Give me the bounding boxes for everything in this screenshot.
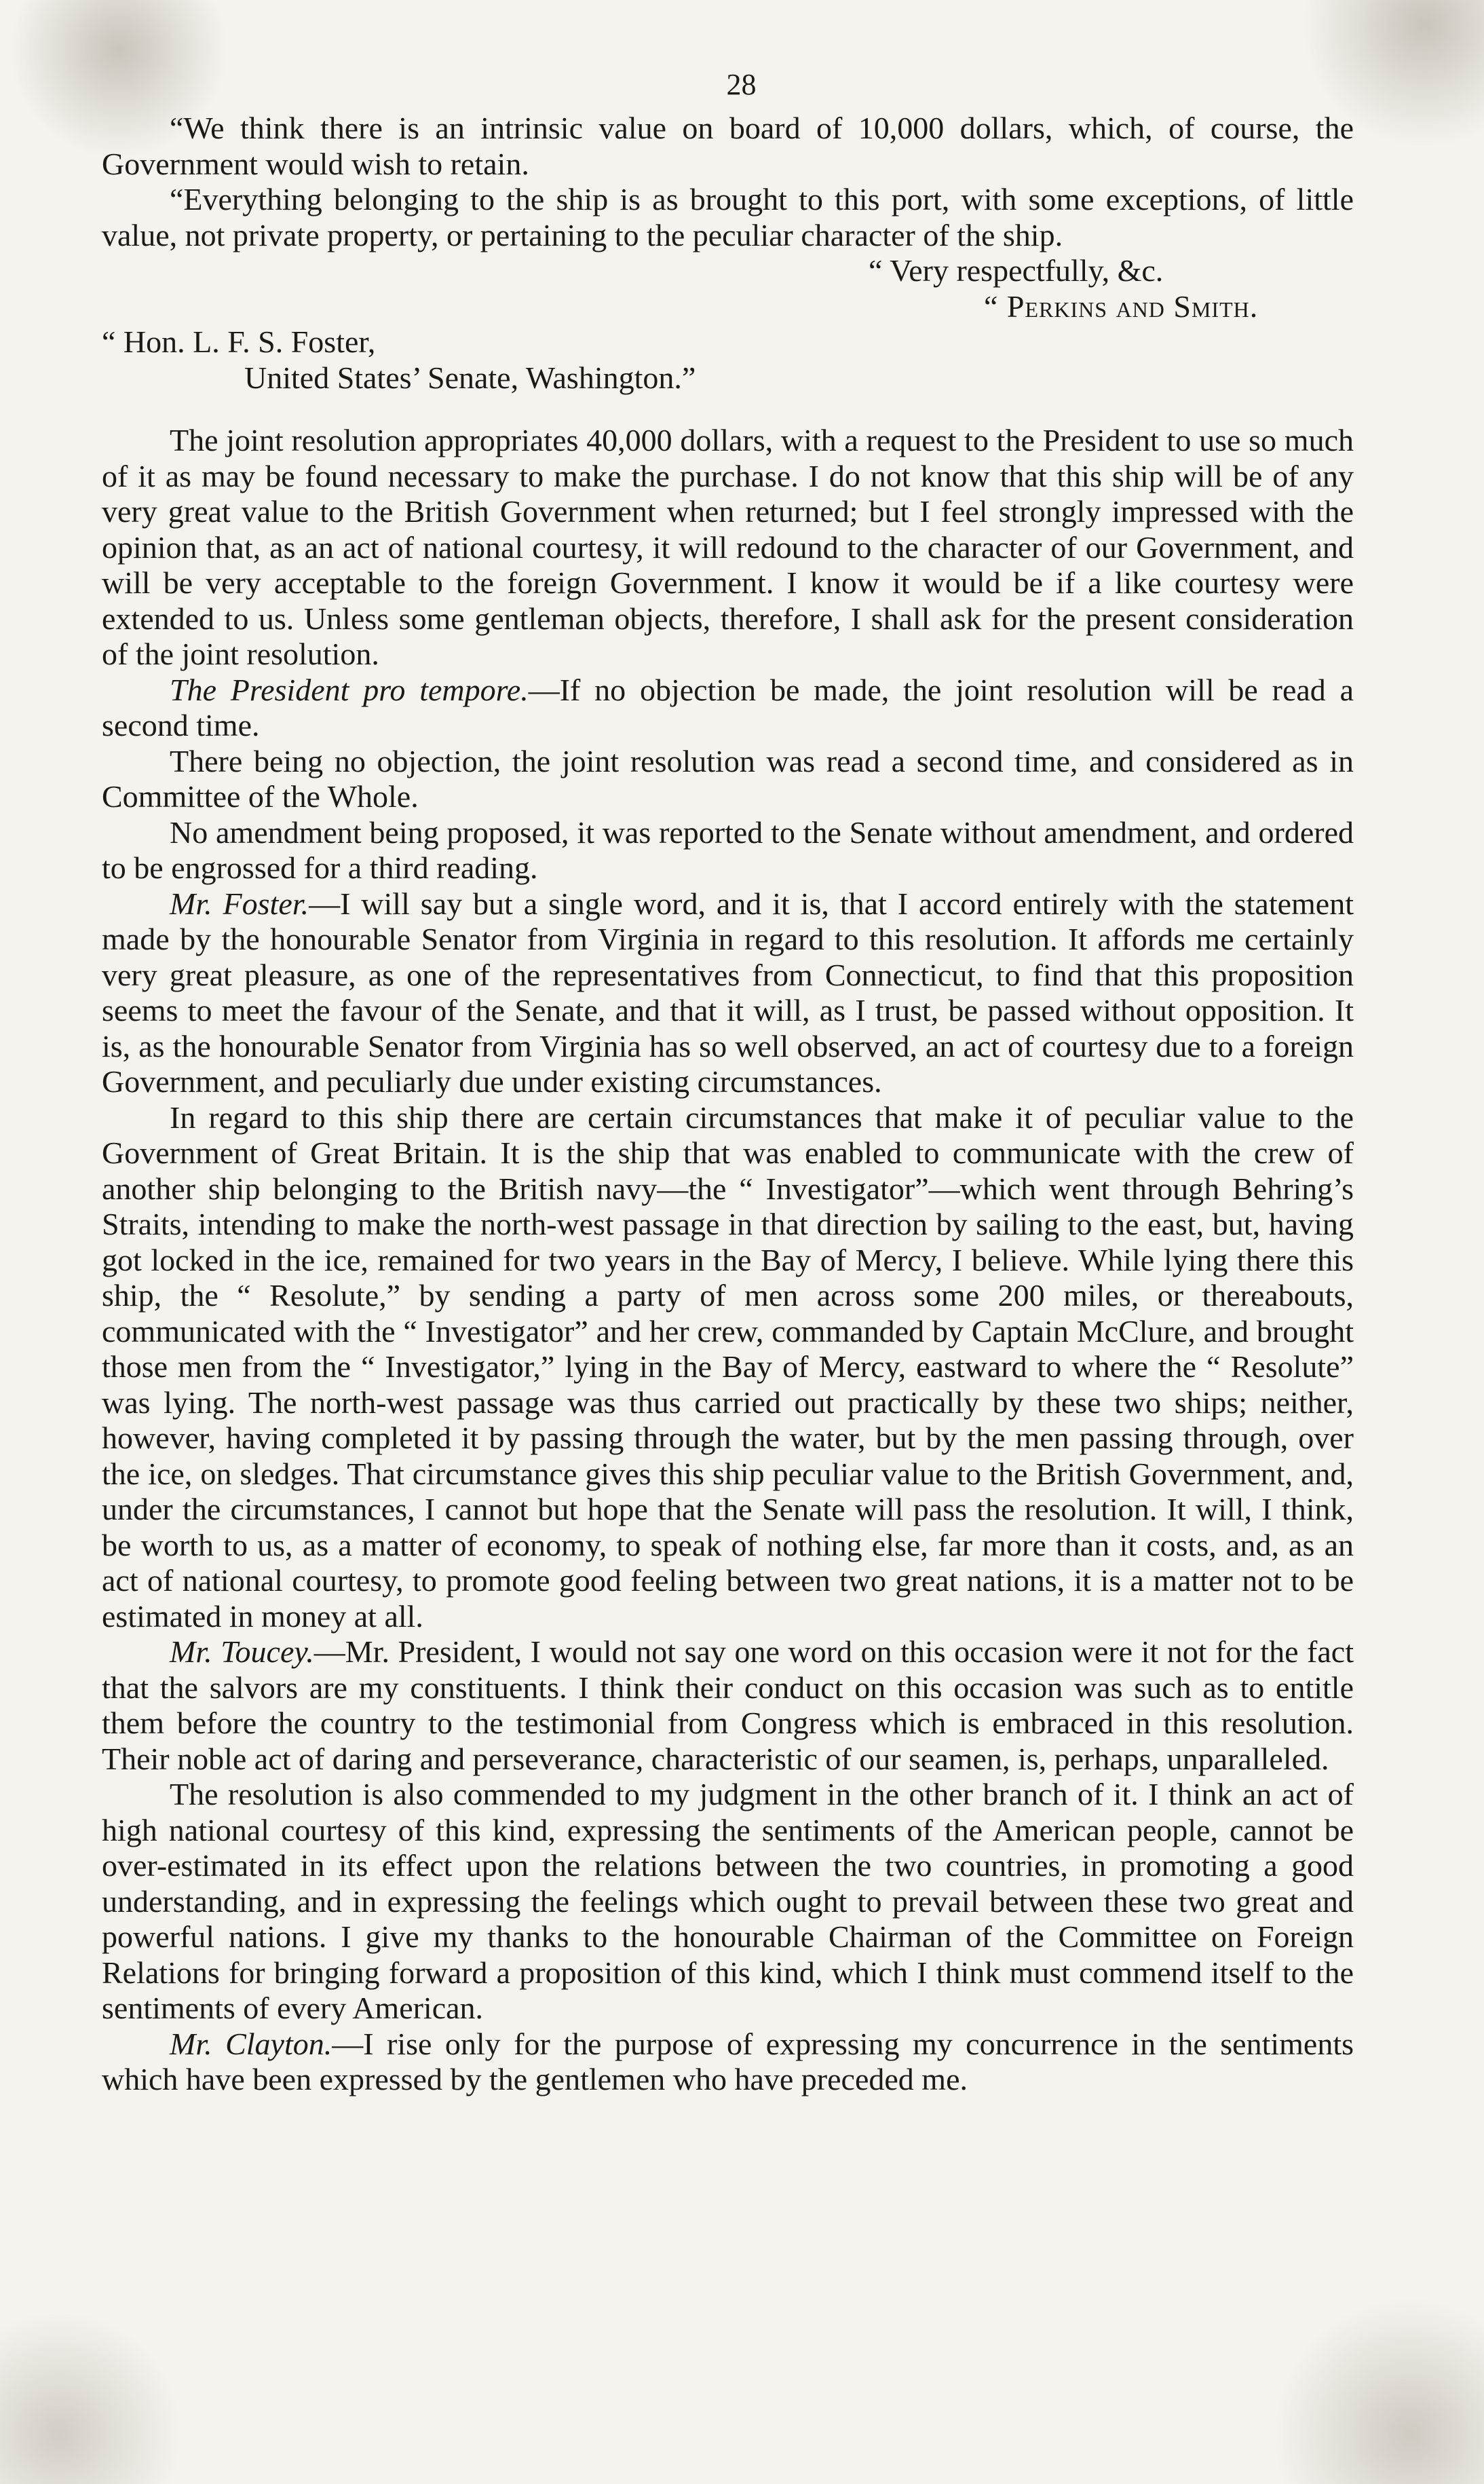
paragraph-text: In regard to this ship there are certain circumstances that make it of peculiar value to the Government of Great Britain. It is the ship that was enabled to communicate with the crew of another ship belonging to the British navy—the “ Investigator”—which went through Behring’s Straits, intending to make the north-west passage in that direction by sailing to the east, but, having got locked in the ice, remained for two years in the Bay of Mercy, I believe. While lying there this ship, the “ Resolute,” by sending a party of men across some 200 miles, or thereabouts, communicated with the “ Investigator” and her crew, commanded by Captain McClure, and brought those men from the “ Investigator,” lying in the Bay of Mercy, eastward to where the “ Resolute” was lying. The north-west passage was thus carried out practically by these two ships; neither, however, having completed it by passing through the water, but by the men passing through, over the ice, on sledges. That circumstance gives this ship peculiar value to the British Government, and, under the circumstances, I cannot but hope that the Senate will pass the resolution. It will, I think, be worth to us, as a matter of economy, to speak of nothing else, far more than it costs, and, as an act of national courtesy, to promote good feeling between two great nations, it is a matter not to be estimated in money at all. (102, 1099, 1354, 1634)
body-paragraph (102, 673, 1354, 744)
speaker-name: Mr. Toucey. (170, 1634, 314, 1669)
body-paragraph (102, 886, 1354, 1100)
body-paragraph (102, 2027, 1354, 2098)
body-paragraph (102, 744, 1354, 815)
letter-closing-block (102, 253, 1354, 396)
paragraph-text: There being no objection, the joint resolution was read a second time, and considered as in Committee of the Whole. (102, 743, 1354, 814)
letter-signature: “ Perkins and Smith. (984, 288, 1259, 324)
paragraph-text: The joint resolution appropriates 40,000 dollars, with a request to the President to use so much of it as may be found necessary to make the purchase. I do not know that this ship will be of any very great value to the British Government when returned; but I feel strongly impressed with the opinion that, as an act of national courtesy, it will redound to the character of our Government, and will be very acceptable to the foreign Government. I know it would be if a like courtesy were extended to us. Unless some gentleman objects, therefore, I shall ask for the present consideration of the joint resolution. (102, 423, 1354, 671)
paragraph-text: —Mr. President, I would not say one word on this occasion were it not for the fact that the salvors are my constituents. I think their conduct on this occasion was such as to entitle them before the country to the testimonial from Congress which is embraced in this resolution. Their noble act of daring and perseverance, characteristic of our seamen, is, perhaps, unparalleled. (102, 1634, 1354, 1776)
body-paragraph (102, 423, 1354, 673)
letter-addressee: “ Hon. L. F. S. Foster, (102, 324, 376, 359)
paragraph-text: —I rise only for the purpose of expressing my concurrence in the sentiments which have been expressed by the gentlemen who have preceded me. (102, 2026, 1354, 2096)
speaker-name: Mr. Clayton. (170, 2026, 332, 2061)
section-gap (102, 396, 1354, 423)
paragraph-text: The resolution is also commended to my judgment in the other branch of it. I think an act of high national courtesy of this kind, expressing the sentiments of the American people, cannot be over-estimated in its effect upon the relations between the two countries, in promoting a good understanding, and in expressing the feelings which ought to prevail between these two great and powerful nations. I give my thanks to the honourable Chairman of the Committee on Foreign Relations for bringing forward a proposition of this kind, which I think must commend itself to the sentiments of every American. (102, 1777, 1354, 2025)
page-number: 28 (726, 68, 757, 101)
body-paragraph (102, 1100, 1354, 1635)
speaker-name: Mr. Foster. (170, 886, 309, 921)
letter-addressee-address: United States’ Senate, Washington.” (244, 360, 696, 395)
letter-paragraph: “We think there is an intrinsic value on board of 10,000 dollars, which, of course, the Government would wish to retain. (102, 111, 1354, 181)
letter-closing: “ Very respectfully, &c. (869, 253, 1164, 288)
debate-body (102, 423, 1354, 2098)
speaker-name: The President pro tempore. (170, 672, 529, 707)
body-paragraph (102, 1634, 1354, 1777)
paragraph-text: —I will say but a single word, and it is, that I accord entirely with the statement made by the honourable Senator from Virginia in regard to this resolution. It affords me certainly very great pleasure, as one of the representatives from Connecticut, to find that this proposition seems to meet the favour of the Senate, and that it will, as I trust, be passed without opposition. It is, as the honourable Senator from Virginia has so well observed, an act of courtesy due to a foreign Government, and peculiarly due under existing circumstances. (102, 886, 1354, 1099)
paragraph-text: No amendment being proposed, it was reported to the Senate without amendment, and ordered to be engrossed for a third reading. (102, 814, 1354, 885)
body-paragraph (102, 815, 1354, 886)
letter-paragraph: “Everything belonging to the ship is as brought to this port, with some exceptions, of little value, not private property, or pertaining to the peculiar character of the ship. (102, 182, 1354, 252)
page-content (102, 64, 1354, 2098)
paragraph-text: —If no objection be made, the joint resolution will be read a second time. (102, 672, 1354, 742)
body-paragraph (102, 1777, 1354, 2027)
